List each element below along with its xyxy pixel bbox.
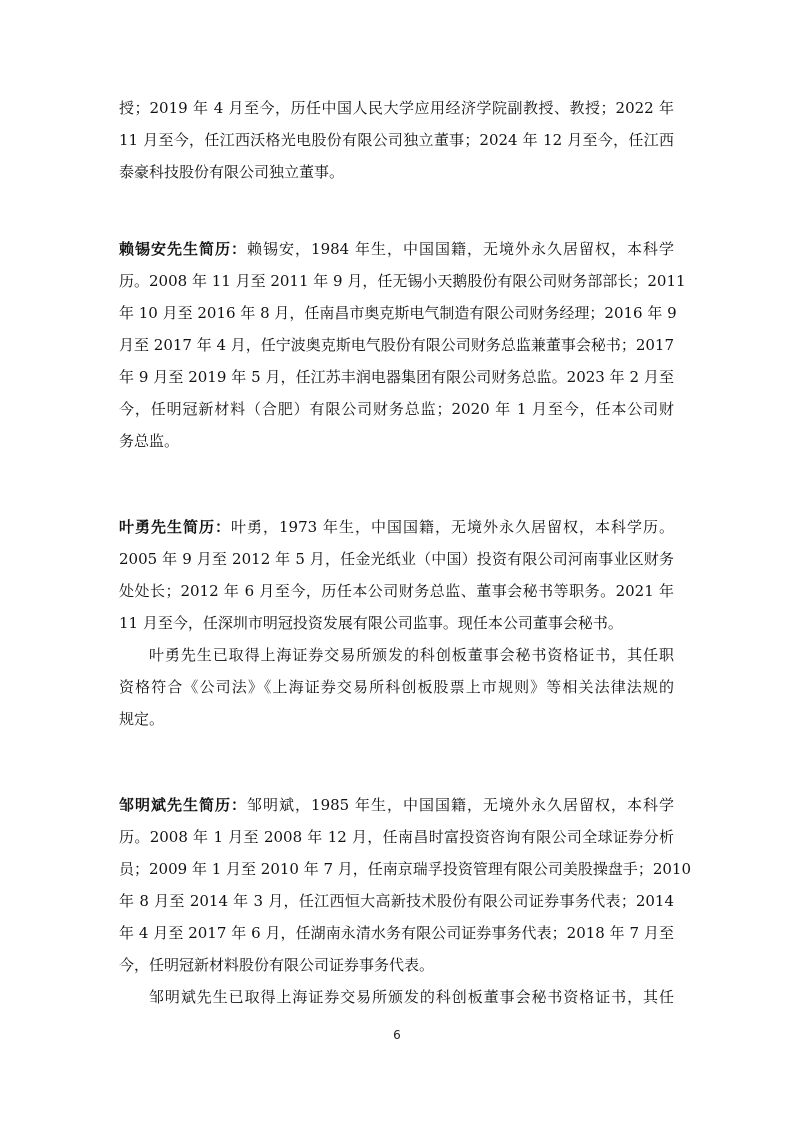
- text-line: 资格符合《公司法》《上海证券交易所科创板股票上市规则》等相关法律法规的: [119, 678, 674, 696]
- text-line: 邹明斌先生已取得上海证券交易所颁发的科创板董事会秘书资格证书，其任: [149, 988, 674, 1006]
- text-line: 11 月至今，任江西沃格光电股份有限公司独立董事；2024 年 12 月至今，任江西: [119, 131, 674, 149]
- paragraph-prev-bio: [119, 92, 674, 188]
- text-line: 历。2008 年 1 月至 2008 年 12 月，任南昌时富投资咨询有限公司全球证券分析: [119, 828, 674, 846]
- text-line: 泰豪科技股份有限公司独立董事。: [119, 163, 345, 181]
- text-line: 邹明斌先生简历：邹明斌，1985 年生，中国国籍，无境外永久居留权，本科学: [119, 796, 674, 814]
- text-line: 年 8 月至 2014 年 3 月，任江西恒大高新技术股份有限公司证券事务代表；2014: [119, 892, 674, 910]
- text-line: 叶勇先生已取得上海证券交易所颁发的科创板董事会秘书资格证书，其任职: [149, 646, 674, 664]
- text-line: 2005 年 9 月至 2012 年 5 月，任金光纸业（中国）投资有限公司河南事业区财务: [119, 550, 674, 568]
- bio-zou-mingbin: [119, 789, 691, 1013]
- text-line: 11 月至今，任深圳市明冠投资发展有限公司监事。现任本公司董事会秘书。: [119, 614, 623, 632]
- text-line: 年 10 月至 2016 年 8 月，任南昌市奥克斯电气制造有限公司财务经理；2016 年 9: [119, 304, 677, 322]
- bio-lai-xian: [119, 233, 686, 457]
- bio-heading: 赖锡安先生简历：: [119, 240, 248, 258]
- text-line: 务总监。: [119, 432, 180, 450]
- text-line: 年 9 月至 2019 年 5 月，任江苏丰润电器集团有限公司财务总监。2023 年 2 月至: [119, 368, 674, 386]
- text-line: 月至 2017 年 4 月，任宁波奥克斯电气股份有限公司财务总监兼董事会秘书；2017: [119, 336, 674, 354]
- text-line: 今，任明冠新材料股份有限公司证券事务代表。: [119, 956, 435, 974]
- text-line: 处处长；2012 年 6 月至今，历任本公司财务总监、董事会秘书等职务。2021 年: [119, 582, 674, 600]
- text-line: 赖锡安先生简历：赖锡安，1984 年生，中国国籍，无境外永久居留权，本科学: [119, 240, 674, 258]
- text-line: 规定。: [119, 710, 165, 728]
- page-number: 6: [393, 1028, 401, 1042]
- text-line: 员；2009 年 1 月至 2010 年 7 月，任南京瑞孚投资管理有限公司美股操盘手；2010: [119, 860, 691, 878]
- text-line: 年 4 月至 2017 年 6 月，任湖南永清水务有限公司证券事务代表；2018 年 7 月至: [119, 924, 674, 942]
- bio-ye-yong: [119, 511, 674, 735]
- text-line: 历。2008 年 11 月至 2011 年 9 月，任无锡小天鹅股份有限公司财务部部长；2011: [119, 272, 686, 290]
- bio-heading: 叶勇先生简历：: [119, 518, 232, 536]
- text-line: 叶勇先生简历：叶勇，1973 年生，中国国籍，无境外永久居留权，本科学历。: [119, 518, 674, 536]
- text-line: 今，任明冠新材料（合肥）有限公司财务总监；2020 年 1 月至今，任本公司财: [119, 400, 674, 418]
- text-line: 授；2019 年 4 月至今，历任中国人民大学应用经济学院副教授、教授；2022 年: [119, 99, 674, 117]
- document-body: [119, 92, 691, 1013]
- bio-heading: 邹明斌先生简历：: [119, 796, 248, 814]
